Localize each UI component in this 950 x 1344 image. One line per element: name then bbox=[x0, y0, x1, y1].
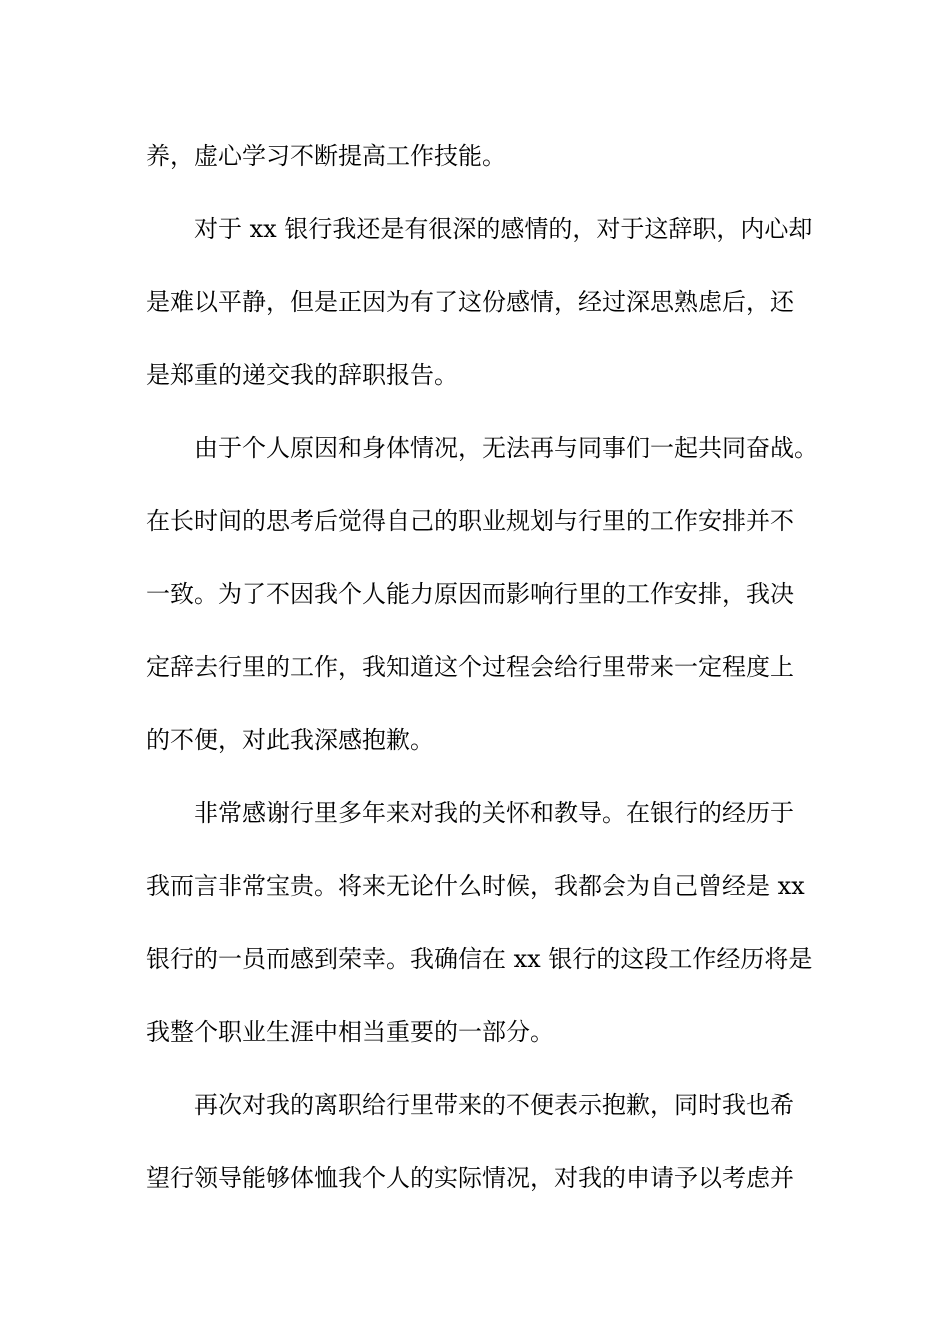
letter-body bbox=[146, 120, 816, 1215]
text-line: 望行领导能够体恤我个人的实际情况，对我的申请予以考虑并 bbox=[146, 1164, 794, 1192]
text-line: 银行的一员而感到荣幸。我确信在 xx 银行的这段工作经历将是 bbox=[146, 945, 813, 973]
text-line: 我而言非常宝贵。将来无论什么时候，我都会为自己曾经是 xx bbox=[146, 872, 805, 900]
text-line: 是难以平静，但是正因为有了这份感情，经过深思熟虑后，还 bbox=[146, 288, 794, 316]
paragraph-first-line: 对于 xx 银行我还是有很深的感情的，对于这辞职，内心却 bbox=[194, 215, 813, 243]
text-line: 我整个职业生涯中相当重要的一部分。 bbox=[146, 1018, 554, 1046]
paragraph-first-line: 由于个人原因和身体情况，无法再与同事们一起共同奋战。 bbox=[194, 434, 818, 462]
text-line: 一致。为了不因我个人能力原因而影响行里的工作安排，我决 bbox=[146, 580, 794, 608]
text-line: 在长时间的思考后觉得自己的职业规划与行里的工作安排并不 bbox=[146, 507, 794, 535]
paragraph-first-line: 再次对我的离职给行里带来的不便表示抱歉，同时我也希 bbox=[194, 1091, 794, 1119]
paragraph-first-line: 非常感谢行里多年来对我的关怀和教导。在银行的经历于 bbox=[194, 799, 794, 827]
text-line: 定辞去行里的工作，我知道这个过程会给行里带来一定程度上 bbox=[146, 653, 794, 681]
text-line: 养，虚心学习不断提高工作技能。 bbox=[146, 142, 506, 170]
text-line: 的不便，对此我深感抱歉。 bbox=[146, 726, 434, 754]
text-line: 是郑重的递交我的辞职报告。 bbox=[146, 361, 458, 389]
